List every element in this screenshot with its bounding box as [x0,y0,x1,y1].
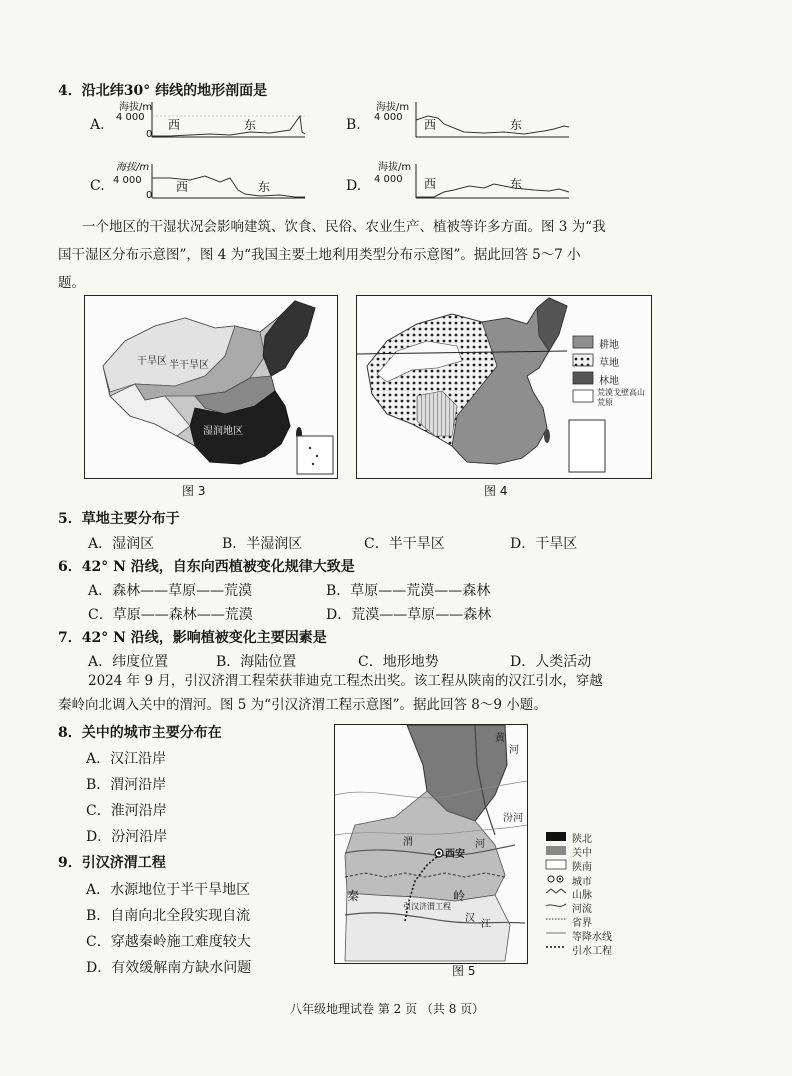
intro2-line1: 2024 年 9 月，引汉济渭工程荣获菲迪克工程杰出奖。该工程从陕南的汉江引水，穿越 [88,673,603,689]
q5-option-d[interactable]: D．干旱区 [510,536,578,552]
q4-c-east: 东 [258,180,271,194]
q7-option-d[interactable]: D．人类活动 [510,654,592,670]
fig5-legend-isohyet: 等降水线 [572,932,612,943]
figure-4-map [356,295,652,479]
q6-option-a[interactable]: A．森林——草原——荒漠 [88,583,253,599]
q4-a-ylabel: 海拔/m [119,102,153,113]
q4-d-west: 西 [424,177,437,191]
fig5-legend-province-border: 省界 [572,918,592,929]
q9-option-d[interactable]: D．有效缓解南方缺水问题 [86,960,252,976]
q4-option-b-letter[interactable]: B. [346,117,361,133]
figure-3-map [84,295,338,479]
q4-b-west: 西 [424,118,437,132]
q4-d-top: 4 000 [374,174,403,185]
q6-stem: 6．42° N 沿线，自东向西植被变化规律大致是 [58,559,355,575]
q4-b-east: 东 [510,118,523,132]
q5-stem: 5．草地主要分布于 [58,511,180,527]
q4-b-profile [414,102,574,140]
fig5-city-label: 西安 [445,849,465,860]
q4-d-profile [414,164,574,202]
fig4-caption: 图 4 [484,484,508,498]
q4-stem: 4．沿北纬30° 纬线的地形剖面是 [58,83,268,99]
fig5-map-label-huang: 黄 [495,733,505,744]
q4-b-ylabel: 海拔/m [376,102,410,113]
q7-option-b[interactable]: B．海陆位置 [216,654,297,670]
fig3-svg [85,296,337,478]
q4-c-zero: 0 [146,190,153,201]
fig5-legend-guanzhong: 关中 [572,848,592,859]
fig5-map-label-huang-he: 河 [509,745,519,756]
q6-option-d[interactable]: D．荒漠——草原——森林 [326,607,492,623]
fig3-label-arid: 干旱区 [137,356,167,367]
q5-option-b[interactable]: B．半湿润区 [222,536,303,552]
fig5-svg [335,725,527,963]
fig5-legend-shaannan: 陕南 [572,862,592,873]
q8-option-c[interactable]: C．淮河沿岸 [86,803,167,819]
q9-option-c[interactable]: C．穿越秦岭施工难度较大 [86,934,251,950]
fig4-svg [357,296,651,478]
intro1-line3: 题。 [58,275,85,291]
fig5-map-label-project: 引汉济渭工程 [403,902,451,911]
q7-stem: 7．42° N 沿线，影响植被变化主要因素是 [58,630,327,646]
fig5-map-label-fen: 汾河 [503,813,523,824]
fig5-map-label-ling: 岭 [453,889,466,903]
q4-a-profile [150,102,310,140]
q4-c-top: 4 000 [113,175,142,186]
intro2-line2: 秦岭向北调入关中的渭河。图 5 为“引汉济渭工程示意图”。据此回答 8～9 小题。 [58,697,547,713]
fig5-legend-mountain: 山脉 [572,890,592,901]
q8-option-d[interactable]: D．汾河沿岸 [86,829,168,845]
q4-c-ylabel: 海拔/m [116,162,150,173]
q4-d-ylabel: 海拔/m [378,162,412,173]
q4-option-c-letter[interactable]: C. [90,178,105,194]
q7-option-a[interactable]: A．纬度位置 [88,654,169,670]
fig5-map-label-jiang: 江 [481,919,491,930]
fig5-legend-river: 河流 [572,904,592,915]
fig4-legend-grassland: 草地 [599,358,619,369]
fig5-map-label-han: 汉 [465,913,475,924]
fig5-caption: 图 5 [452,964,476,978]
fig4-legend-desert: 荒漠戈壁高山荒原 [597,388,645,407]
intro1-line2: 国干湿区分布示意图”，图 4 为“我国主要土地利用类型分布示意图”。据此回答 5～7 小 [58,247,581,263]
q6-option-c[interactable]: C．草原——森林——荒漠 [88,607,253,623]
q4-d-east: 东 [510,177,523,191]
fig5-legend-water-project: 引水工程 [572,946,612,957]
q8-option-a[interactable]: A．汉江沿岸 [86,751,167,767]
q4-a-east: 东 [244,118,257,132]
intro1-line1: 一个地区的干湿状况会影响建筑、饮食、民俗、农业生产、植被等许多方面。图 3 为“我 [82,219,606,235]
q7-option-c[interactable]: C．地形地势 [358,654,439,670]
q4-a-top: 4 000 [116,112,145,123]
q4-option-a-letter[interactable]: A. [90,117,105,133]
q8-option-b[interactable]: B．渭河沿岸 [86,777,167,793]
q4-c-profile [150,164,310,202]
q6-option-b[interactable]: B．草原——荒漠——森林 [326,583,491,599]
q4-option-d-letter[interactable]: D. [346,178,362,194]
fig3-label-semiarid: 半干旱区 [169,360,209,371]
q4-a-west: 西 [168,118,181,132]
q4-c-west: 西 [176,180,189,194]
q5-option-c[interactable]: C．半干旱区 [364,536,445,552]
q9-stem: 9．引汉济渭工程 [58,855,166,871]
fig3-caption: 图 3 [182,484,206,498]
page-footer: 八年级地理试卷 第 2 页 （共 8 页） [290,1002,485,1016]
q4-a-zero: 0 [146,129,153,140]
fig5-legend-shaanbei: 陕北 [572,834,592,845]
q9-option-a[interactable]: A．水源地位于半干旱地区 [86,882,251,898]
fig5-legend-symbols [544,830,570,960]
figure-5-map [334,724,528,964]
q8-stem: 8．关中的城市主要分布在 [58,725,222,741]
fig4-legend-farmland: 耕地 [599,340,619,351]
q9-option-b[interactable]: B．自南向北全段实现自流 [86,908,251,924]
fig4-legend-forest: 林地 [599,376,619,387]
fig5-legend-city: 城市 [572,877,592,888]
fig5-map-label-qin: 秦 [347,889,360,903]
fig5-map-label-wei: 渭 [403,837,413,848]
fig5-map-label-he: 河 [475,839,485,850]
fig3-label-humid: 湿润地区 [203,426,243,437]
q4-b-top: 4 000 [374,112,403,123]
q5-option-a[interactable]: A．湿润区 [88,536,155,552]
